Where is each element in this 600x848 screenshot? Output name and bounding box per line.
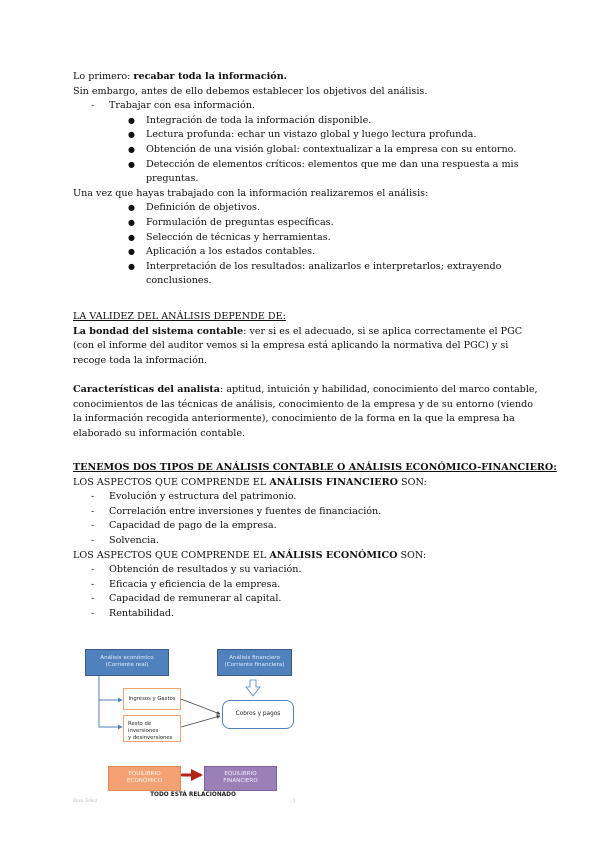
tipos-heading: TENEMOS DOS TIPOS DE ANÁLISIS CONTABLE O ANÁLISIS ECONÓMICO-FINANCIERO: — [73, 462, 557, 473]
diagram-caption: TODO ESTÁ RELACIONADO — [150, 792, 236, 798]
validez-heading: LA VALIDEZ DEL ANÁLISIS DEPENDE DE: — [73, 311, 286, 322]
connector-line — [181, 716, 220, 727]
connector-line — [99, 676, 122, 700]
intro-section — [73, 70, 540, 289]
dash-item: - Correlación entre inversiones y fuentes de financiación. — [91, 505, 382, 517]
dash-item: - Solvencia. — [91, 534, 159, 546]
bullet-item: ● Detección de elementos críticos: elementos que me dan una respuesta a mis — [128, 158, 519, 170]
bullet-item: ● Selección de técnicas y herramientas. — [128, 231, 331, 243]
validez-paragraph-1: La bondad del sistema contable: ver si es el adecuado, si se aplica correctamente el PGC (con el informe del auditor vemos si la empresa está aplicando la normativa del PGC) y si recoge toda la información. — [73, 325, 523, 366]
dash-item: - Obtención de resultados y su variación. — [91, 564, 302, 576]
dash-item: - Capacidad de remunerar al capital. — [91, 593, 282, 605]
footer-author: Ross Tellez — [73, 799, 98, 804]
intro-line-1: Lo primero: recabar toda la información. — [73, 71, 288, 82]
dash-item: - Eficacia y eficiencia de la empresa. — [91, 578, 281, 590]
footer-page-number: 1 — [293, 799, 296, 804]
intro-line-3: Una vez que hayas trabajado con la información realizaremos el análisis: — [73, 187, 429, 199]
dash-item: - Evolución y estructura del patrimonio. — [91, 491, 297, 503]
dash-item: - Trabajar con esa información. — [91, 100, 256, 112]
dash-item: - Rentabilidad. — [91, 607, 175, 619]
cobros-pagos-box: Cobros y pagos — [222, 700, 294, 729]
intro-line-2: Sin embargo, antes de ello debemos establecer los objetivos del análisis. — [73, 85, 428, 97]
bullet-item: ● Obtención de una visión global: contextualizar a la empresa con su entorno. — [128, 143, 517, 155]
economico-heading: LOS ASPECTOS QUE COMPRENDE EL ANÁLISIS ECONÓMICO SON: — [73, 549, 427, 561]
bullet-item: ● Definición de objetivos. — [128, 202, 260, 214]
tipos-section — [73, 461, 557, 622]
economic-analysis-box: Análisis económico (Corriente real) — [85, 649, 169, 676]
equilibrio-financiero-box: EQUILIBRIO FINANCIERO — [204, 766, 277, 791]
equilibrio-economico-box: EQUILIBRIO ECONÓMICO — [108, 766, 181, 791]
connector-line — [99, 700, 122, 727]
bullet-item: ● Interpretación de los resultados: analizarlos e interpretarlos; extrayendo — [128, 260, 502, 272]
ingresos-gastos-box: Ingresos y Gastos — [123, 688, 181, 710]
validez-paragraph-2: Características del analista: aptitud, intuición y habilidad, conocimiento del marco contable, conocimientos de las técnicas de análisis, conocimiento de la empresa y de su entorno (viendo la información recogida anteriormente), conocimiento de la forma en la que la empresa ha elaborado su información contable. — [73, 383, 538, 439]
validez-section — [73, 310, 540, 441]
bullet-item: ● Lectura profunda: echar un vistazo global y luego lectura profunda. — [128, 129, 477, 141]
bullet-item: ● Aplicación a los estados contables. — [128, 246, 316, 258]
resto-inversiones-box: Resto de inversiones y desinversiones — [123, 715, 181, 742]
connector-line — [181, 699, 220, 714]
hollow-down-arrow — [246, 680, 260, 696]
dash-item: - Capacidad de pago de la empresa. — [91, 520, 277, 532]
bullet-item: ● Formulación de preguntas específicas. — [128, 216, 334, 228]
bullet-item: ● Integración de toda la información disponible. — [128, 114, 372, 126]
financial-analysis-box: Análisis financiero (Corriente financiera) — [217, 649, 292, 676]
bullet-continuation: preguntas. — [146, 173, 199, 185]
bullet-continuation: conclusiones. — [146, 275, 212, 287]
financiero-heading: LOS ASPECTOS QUE COMPRENDE EL ANÁLISIS FINANCIERO SON: — [73, 476, 427, 488]
